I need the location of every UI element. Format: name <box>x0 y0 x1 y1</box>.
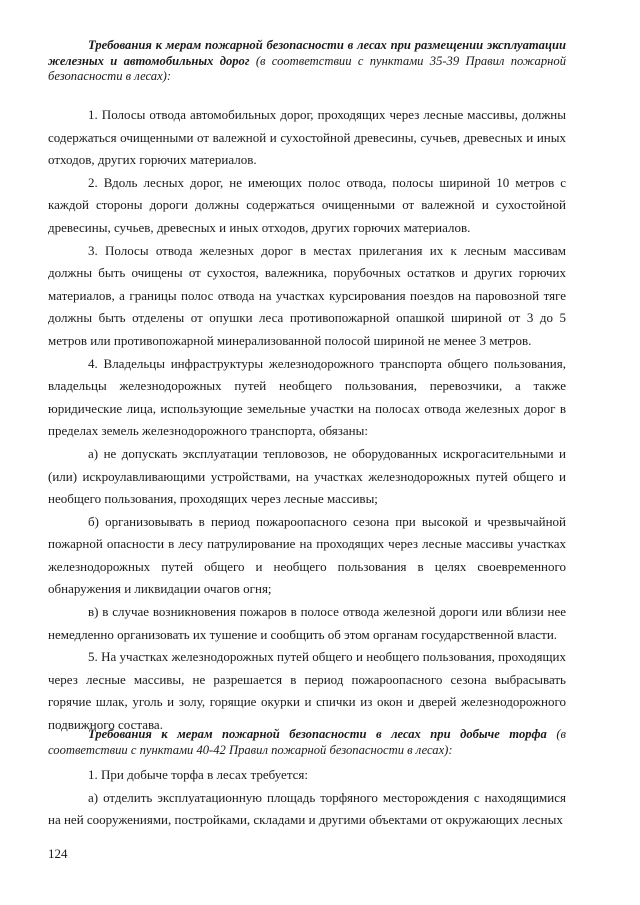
heading-title: Требования к мерам пожарной безопасности в лесах при размещении эксплуатации железных и автомобильных дорог <box>48 38 566 68</box>
heading-title: Требования к мерам пожарной безопасности в лесах при добыче торфа <box>88 727 547 741</box>
heading-reference: (в соответствии с пунктами 40-42 Правил пожарной безопасности в лесах): <box>48 727 566 757</box>
paragraph: 3. Полосы отвода железных дорог в местах прилегания их к лесным массивам должны быть очищены от сухостоя, валежника, порубочных остатков и других горючих материалов, а границы полос отвода на участках курсирования поездов на паровозной тяге должны быть отделены от опушки леса противопожарной опашкой шириной от 3 до 5 метров или противопожарной минерализованной полосой шириной не менее 3 метров. <box>48 242 566 348</box>
section-body-peat-extraction <box>48 764 566 832</box>
paragraph: б) организовывать в период пожароопасного сезона при высокой и чрезвычайной пожарной опасности в лесу патрулирование на проходящих через лесные массивы участках железнодорожных путей общего и необщего пользования в целях своевременного обнаружения и ликвидации очагов огня; <box>48 513 566 597</box>
paragraph: в) в случае возникновения пожаров в полосе отвода железной дороги или вблизи нее немедленно организовать их тушение и сообщить об этом органам государственной власти. <box>48 604 566 642</box>
paragraph: а) не допускать эксплуатации тепловозов, не оборудованных искрогасительными и (или) искроулавливающими устройствами, на участках железнодорожных путей общего и необщего пользования, проходящих через лесные массивы; <box>48 445 566 507</box>
paragraph: 5. На участках железнодорожных путей общего и необщего пользования, проходящих через лесные массивы, не разрешается в период пожароопасного сезона выбрасывать горячие шлак, уголь и золу, горящие окурки и спички из окон и дверей железнодорожного подвижного состава. <box>48 649 566 733</box>
section-heading-railways-roads <box>48 38 566 85</box>
paragraph: а) отделить эксплуатационную площадь торфяного месторождения с находящимися на ней сооружениями, постройками, складами и другими объектами от окружающих лесных <box>48 789 566 828</box>
heading-reference: (в соответствии с пунктами 35-39 Правил пожарной безопасности в лесах): <box>48 53 566 83</box>
page-number: 124 <box>48 846 68 861</box>
paragraph: 2. Вдоль лесных дорог, не имеющих полос отвода, полосы шириной 10 метров с каждой стороны дороги должны содержаться очищенными от валежной и сухостойной древесины, сучьев, древесных и иных отходов, других горючих материалов. <box>48 174 566 235</box>
paragraph: 1. Полосы отвода автомобильных дорог, проходящих через лесные массивы, должны содержаться очищенными от валежной и сухостойной древесины, сучьев, древесных и иных отходов, других горючих материалов. <box>48 107 566 168</box>
section-body-railways-roads <box>48 104 566 737</box>
paragraph: 1. При добыче торфа в лесах требуется: <box>88 767 309 782</box>
paragraph: 4. Владельцы инфраструктуры железнодорожного транспорта общего пользования, владельцы железнодорожных путей необщего пользования, перевозчики, а также юридические лица, использующие земельные участки на полосах отвода железных дорог в пределах земель железнодорожного транспорта, обязаны: <box>48 355 566 439</box>
section-heading-peat-extraction <box>48 727 566 758</box>
